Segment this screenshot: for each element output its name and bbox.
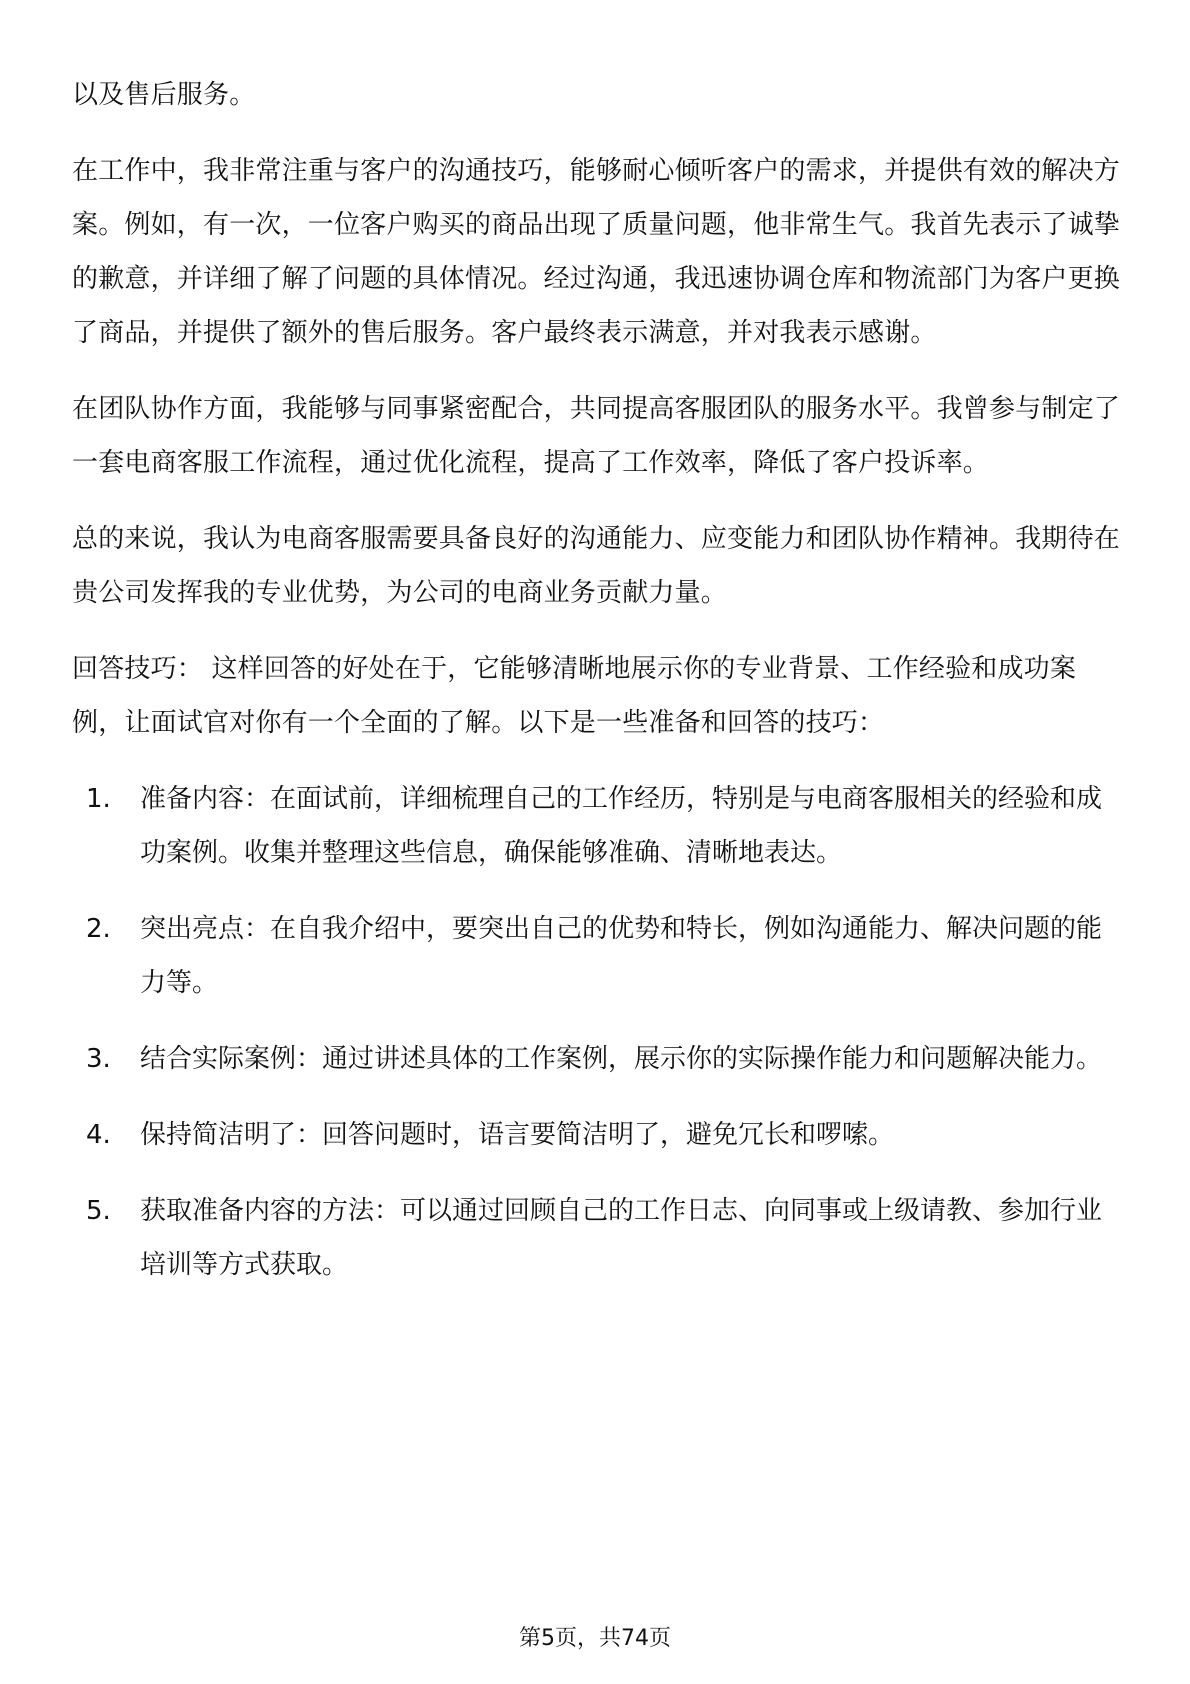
list-text: 突出亮点：在自我介绍中，要突出自己的优势和特长，例如沟通能力、解决问题的能力等。	[140, 914, 1103, 998]
list-text: 结合实际案例：通过讲述具体的工作案例，展示你的实际操作能力和问题解决能力。	[140, 1044, 1103, 1074]
list-number: 4.	[86, 1120, 111, 1150]
tips-list	[72, 772, 1122, 1292]
paragraph-4: 总的来说，我认为电商客服需要具备良好的沟通能力、应变能力和团队协作精神。我期待在贵公司发挥我的专业优势，为公司的电商业务贡献力量。	[72, 524, 1121, 608]
list-text: 准备内容：在面试前，详细梳理自己的工作经历，特别是与电商客服相关的经验和成功案例。收集并整理这些信息，确保能够准确、清晰地表达。	[140, 784, 1103, 868]
list-item	[72, 1032, 1122, 1086]
list-number: 5.	[86, 1196, 111, 1226]
list-item	[72, 1184, 1122, 1292]
list-text: 保持简洁明了：回答问题时，语言要简洁明了，避免冗长和啰嗦。	[140, 1120, 895, 1150]
list-number: 1.	[86, 784, 111, 814]
paragraph-2: 在工作中，我非常注重与客户的沟通技巧，能够耐心倾听客户的需求，并提供有效的解决方案。例如，有一次，一位客户购买的商品出现了质量问题，他非常生气。我首先表示了诚挚的歉意，并详细了解了问题的具体情况。经过沟通，我迅速协调仓库和物流部门为客户更换了商品，并提供了额外的售后服务。客户最终表示满意，并对我表示感谢。	[72, 156, 1121, 348]
list-text: 获取准备内容的方法：可以通过回顾自己的工作日志、向同事或上级请教、参加行业培训等方式获取。	[140, 1196, 1103, 1280]
list-number: 3.	[86, 1044, 111, 1074]
paragraph-3: 在团队协作方面，我能够与同事紧密配合，共同提高客服团队的服务水平。我曾参与制定了一套电商客服工作流程，通过优化流程，提高了工作效率，降低了客户投诉率。	[72, 394, 1121, 478]
paragraph-1: 以及售后服务。	[72, 80, 256, 110]
paragraph-5: 回答技巧： 这样回答的好处在于，它能够清晰地展示你的专业背景、工作经验和成功案例，让面试官对你有一个全面的了解。以下是一些准备和回答的技巧：	[72, 654, 1077, 738]
page-footer: 第5页，共74页	[519, 1626, 671, 1651]
list-number: 2.	[86, 914, 111, 944]
document-body	[72, 68, 1122, 1314]
list-item	[72, 772, 1122, 880]
list-item	[72, 1108, 1122, 1162]
list-item	[72, 902, 1122, 1010]
